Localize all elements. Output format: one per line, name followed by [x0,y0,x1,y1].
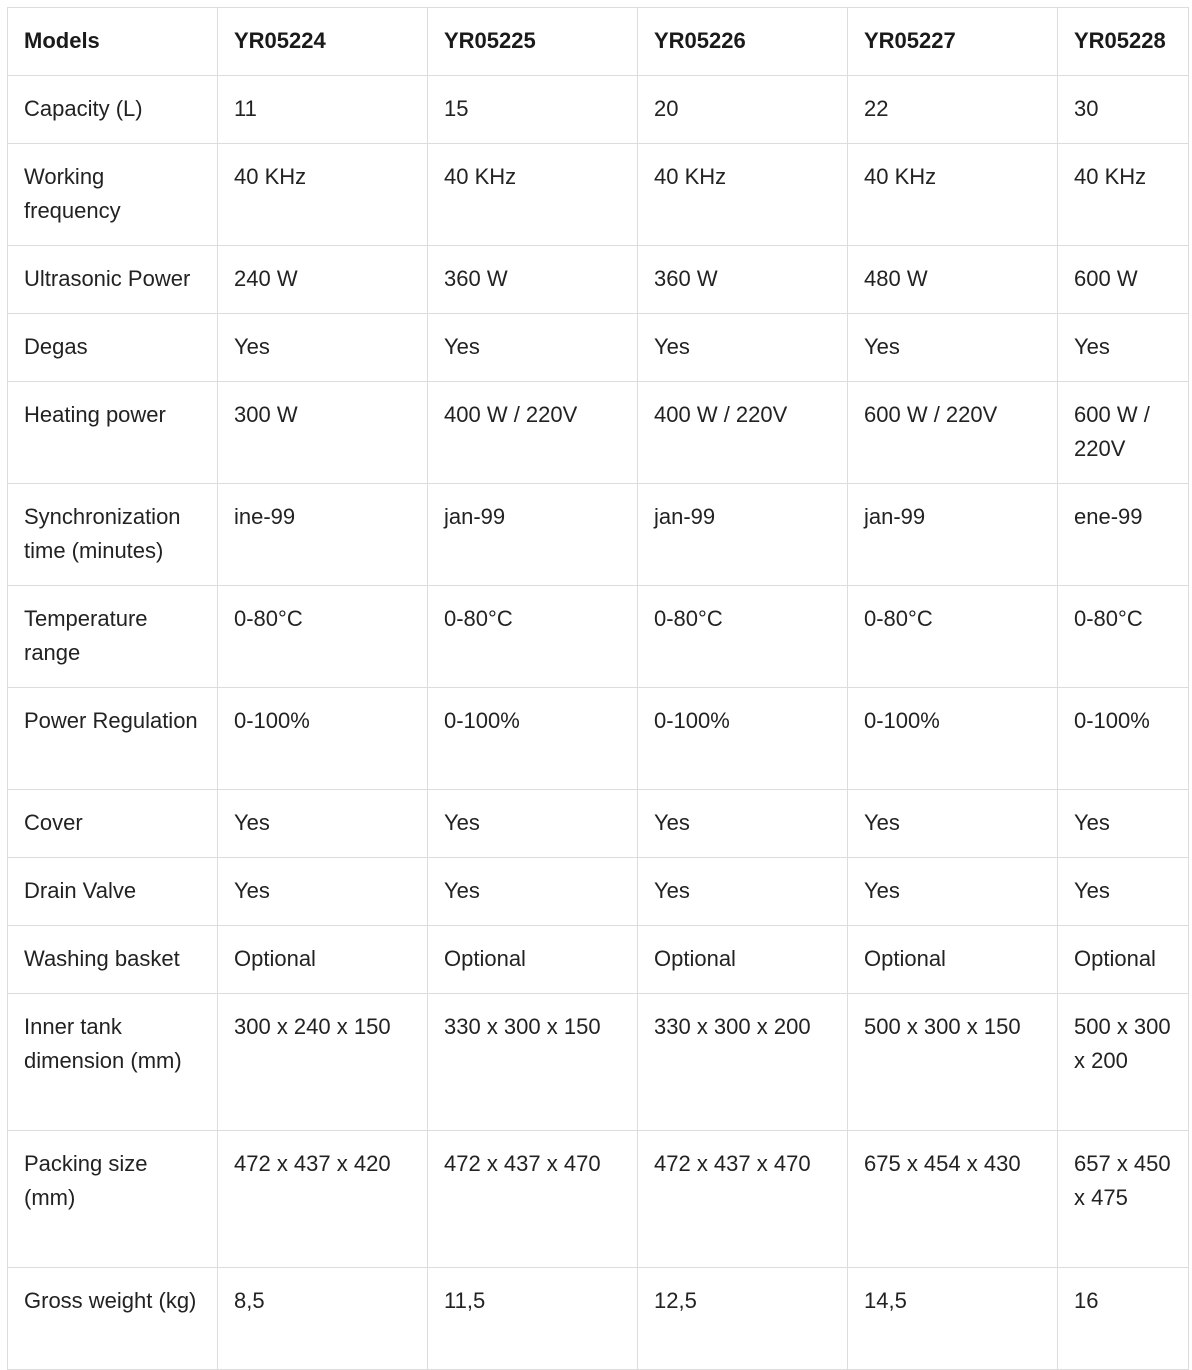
table-cell: Optional [848,926,1058,994]
table-cell: Optional [1058,926,1189,994]
table-cell: Optional [638,926,848,994]
table-cell: Yes [1058,314,1189,382]
table-cell: 600 W / 220V [1058,382,1189,484]
table-cell: 600 W [1058,246,1189,314]
row-label: Inner tank dimension (mm) [8,994,218,1131]
row-label: Heating power [8,382,218,484]
table-cell: 480 W [848,246,1058,314]
header-cell: YR05225 [428,8,638,76]
table-cell: 675 x 454 x 430 [848,1131,1058,1268]
table-row [8,790,1189,858]
table-row [8,382,1189,484]
table-cell: 300 x 240 x 150 [218,994,428,1131]
table-cell: Yes [638,858,848,926]
table-cell: ine-99 [218,484,428,586]
table-row [8,246,1189,314]
table-cell: 500 x 300 x 200 [1058,994,1189,1131]
table-cell: 40 KHz [218,144,428,246]
table-cell: 500 x 300 x 150 [848,994,1058,1131]
table-cell: 330 x 300 x 200 [638,994,848,1131]
table-row [8,314,1189,382]
row-label: Working frequency [8,144,218,246]
row-label: Drain Valve [8,858,218,926]
table-cell: Yes [428,790,638,858]
table-cell: 400 W / 220V [638,382,848,484]
table-cell: 0-80°C [218,586,428,688]
table-cell: 11,5 [428,1268,638,1370]
header-cell: YR05227 [848,8,1058,76]
table-cell: 11 [218,76,428,144]
table-cell: 22 [848,76,1058,144]
table-cell: 472 x 437 x 420 [218,1131,428,1268]
table-cell: Yes [218,858,428,926]
row-label: Cover [8,790,218,858]
row-label: Ultrasonic Power [8,246,218,314]
table-cell: 472 x 437 x 470 [428,1131,638,1268]
table-cell: 20 [638,76,848,144]
table-cell: Yes [848,858,1058,926]
table-cell: ene-99 [1058,484,1189,586]
row-label: Degas [8,314,218,382]
row-label: Washing basket [8,926,218,994]
table-cell: 0-80°C [428,586,638,688]
table-cell: 0-100% [638,688,848,790]
table-cell: Yes [848,314,1058,382]
header-cell: YR05226 [638,8,848,76]
table-cell: 0-100% [1058,688,1189,790]
table-cell: 8,5 [218,1268,428,1370]
table-cell: Yes [428,858,638,926]
table-row [8,484,1189,586]
table-cell: 0-80°C [848,586,1058,688]
table-row [8,858,1189,926]
header-cell: YR05224 [218,8,428,76]
table-cell: 12,5 [638,1268,848,1370]
table-cell: 300 W [218,382,428,484]
table-cell: 360 W [638,246,848,314]
table-row [8,994,1189,1131]
table-cell: 30 [1058,76,1189,144]
table-cell: 16 [1058,1268,1189,1370]
table-cell: 0-80°C [1058,586,1189,688]
table-cell: Yes [638,314,848,382]
table-cell: jan-99 [848,484,1058,586]
table-cell: jan-99 [428,484,638,586]
table-row [8,688,1189,790]
row-label: Packing size (mm) [8,1131,218,1268]
row-label: Synchronization time (minutes) [8,484,218,586]
table-cell: Yes [1058,858,1189,926]
table-cell: 400 W / 220V [428,382,638,484]
table-cell: jan-99 [638,484,848,586]
table-cell: 657 x 450 x 475 [1058,1131,1189,1268]
table-cell: 472 x 437 x 470 [638,1131,848,1268]
table-cell: 360 W [428,246,638,314]
row-label: Temperature range [8,586,218,688]
row-label: Power Regulation [8,688,218,790]
table-row [8,1131,1189,1268]
table-row [8,586,1189,688]
table-cell: 14,5 [848,1268,1058,1370]
header-cell: YR05228 [1058,8,1189,76]
table-row [8,1268,1189,1370]
table-cell: 40 KHz [638,144,848,246]
table-cell: 600 W / 220V [848,382,1058,484]
table-cell: 330 x 300 x 150 [428,994,638,1131]
table-cell: 240 W [218,246,428,314]
table-cell: Yes [638,790,848,858]
table-cell: Yes [848,790,1058,858]
table-cell: 0-80°C [638,586,848,688]
table-cell: Yes [218,314,428,382]
table-row [8,144,1189,246]
table-cell: Yes [1058,790,1189,858]
table-cell: 40 KHz [848,144,1058,246]
table-cell: 0-100% [428,688,638,790]
table-cell: Optional [218,926,428,994]
table-cell: 0-100% [848,688,1058,790]
table-cell: Optional [428,926,638,994]
spec-table [7,7,1189,1370]
table-cell: Yes [218,790,428,858]
table-row [8,926,1189,994]
header-cell: Models [8,8,218,76]
table-cell: Yes [428,314,638,382]
table-cell: 40 KHz [428,144,638,246]
table-cell: 15 [428,76,638,144]
row-label: Capacity (L) [8,76,218,144]
table-cell: 0-100% [218,688,428,790]
row-label: Gross weight (kg) [8,1268,218,1370]
table-cell: 40 KHz [1058,144,1189,246]
header-row [8,8,1189,76]
table-row [8,76,1189,144]
